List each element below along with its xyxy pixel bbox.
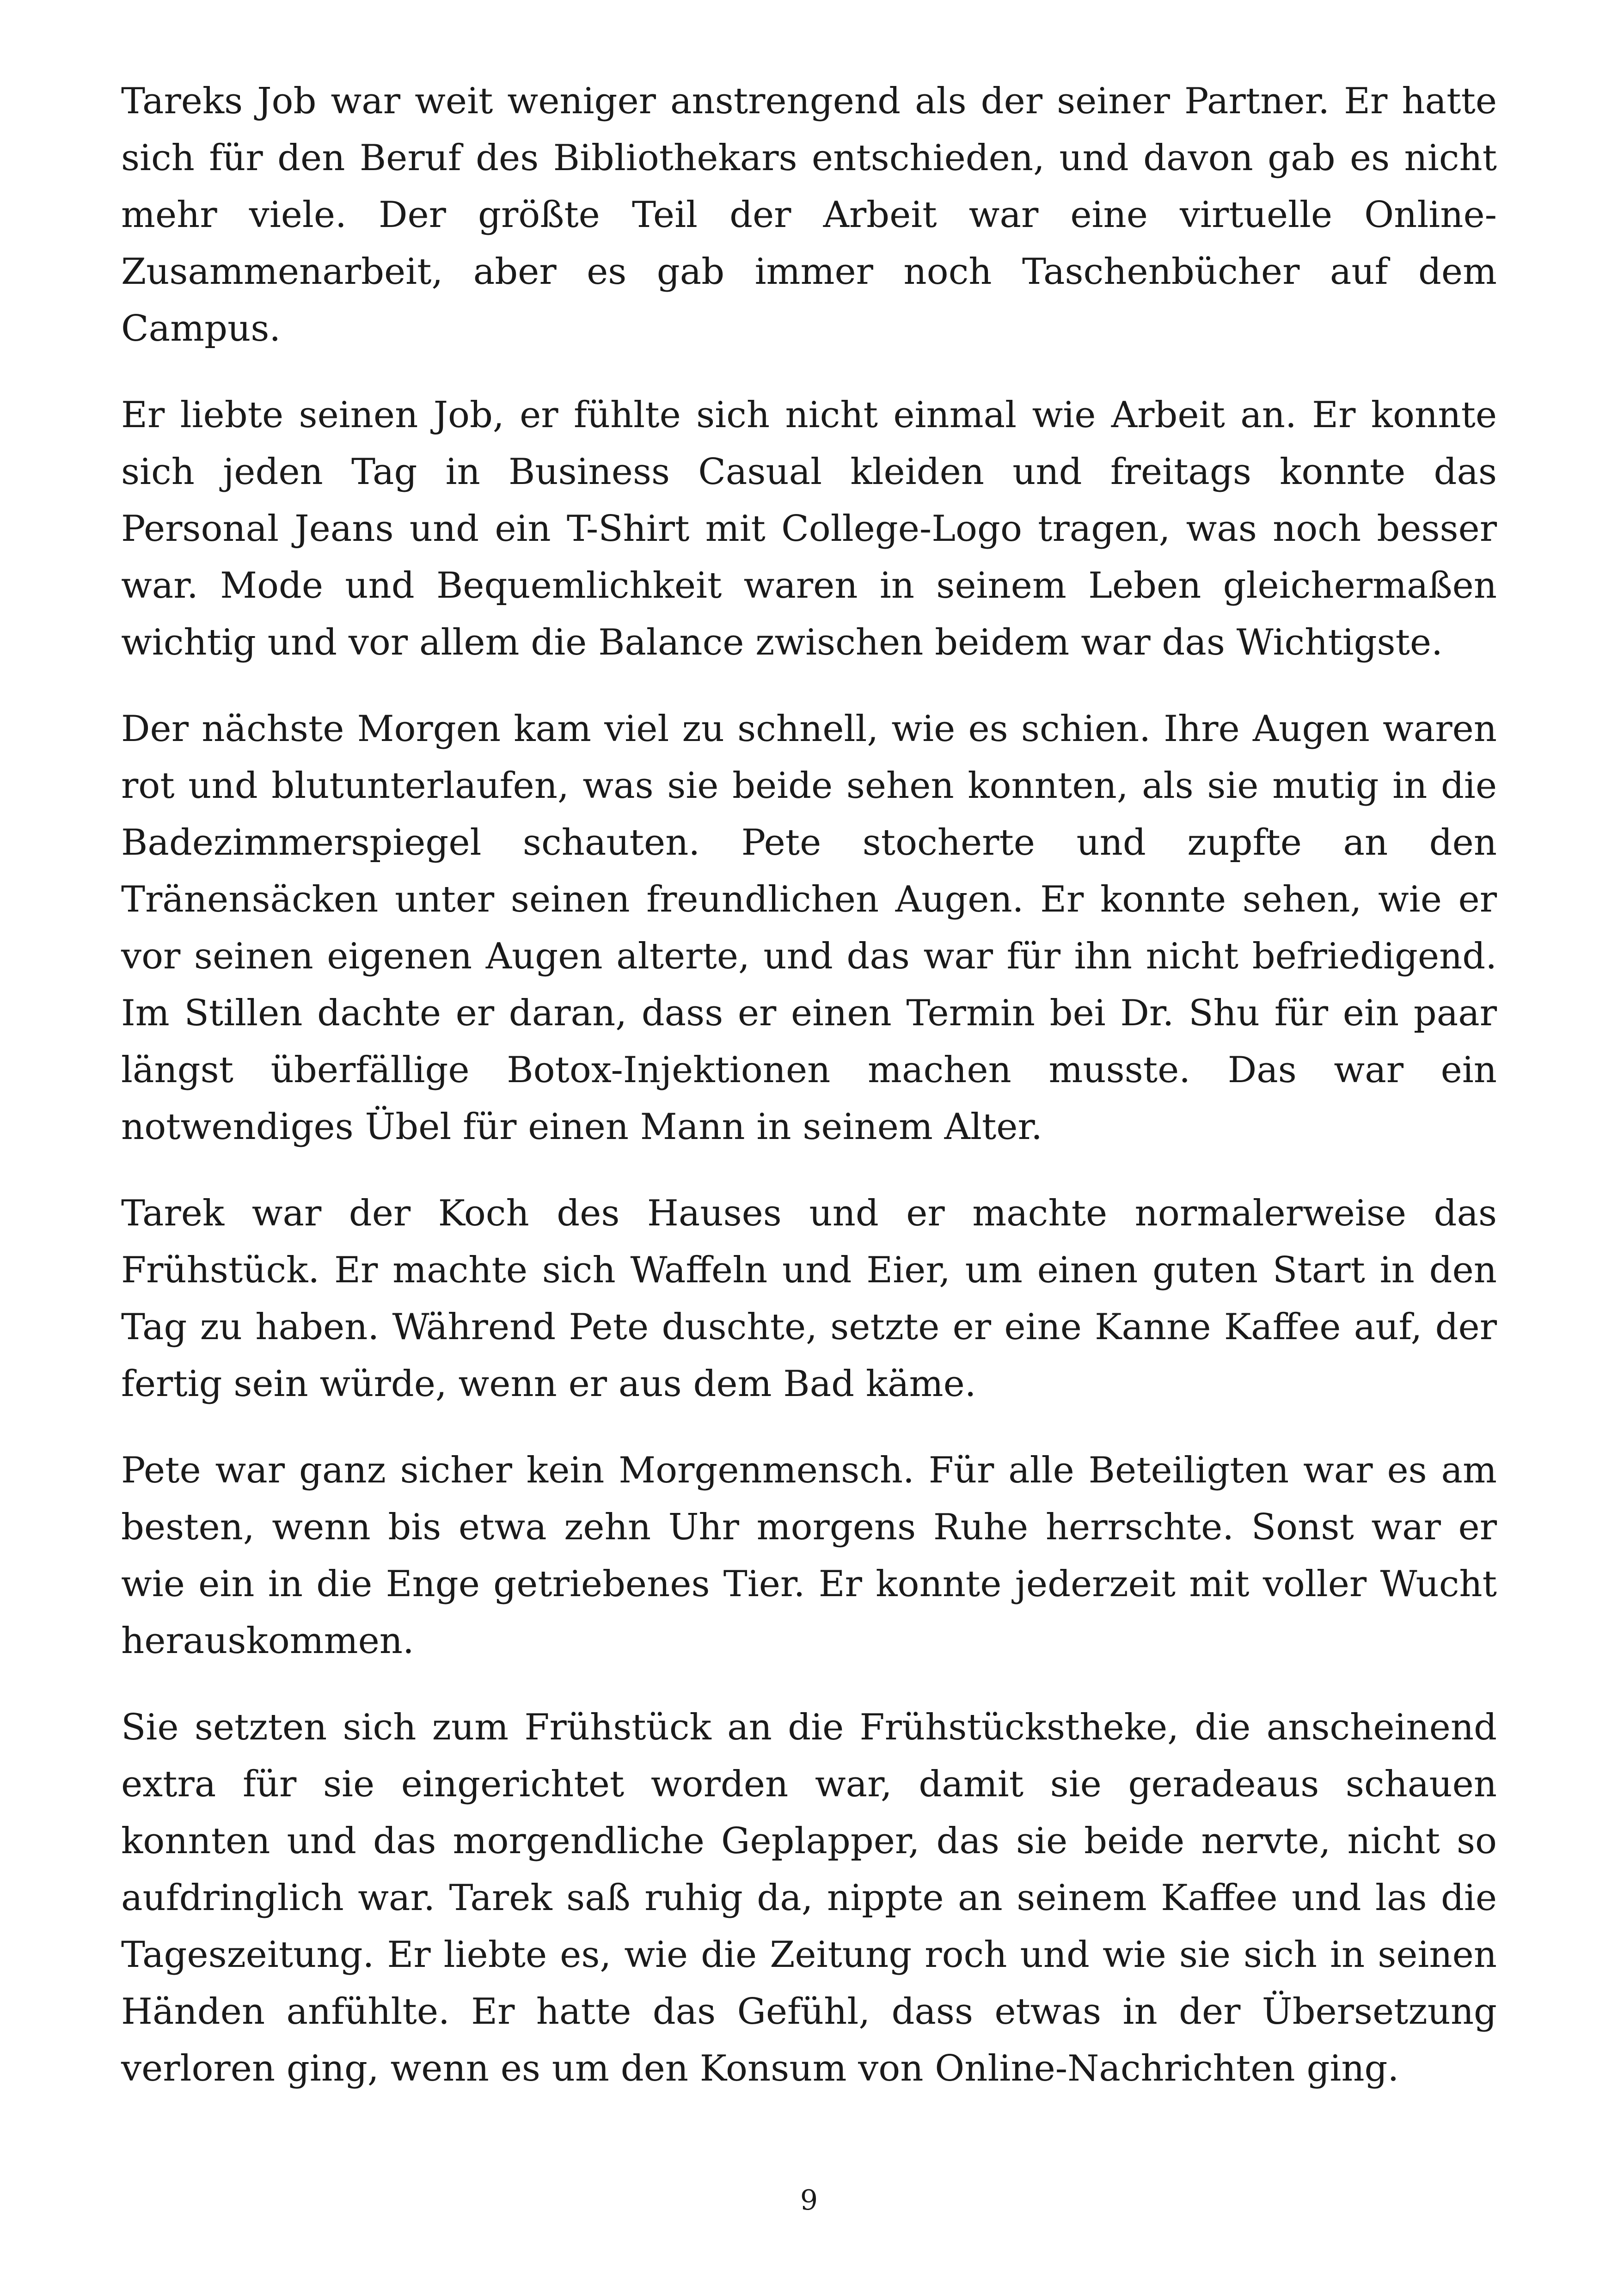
paragraph-3: Der nächste Morgen kam viel zu schnell, wie es schien. Ihre Augen waren rot und blutunterlaufen, was sie beide sehen konnten, als sie mutig in die Badezimmerspiegel schauten. Pete stocherte und zupfte an den Tränensäcken unter seinen freundlichen Augen. Er konnte sehen, wie er vor seinen eigenen Augen alterte, und das war für ihn nicht befriedigend. Im Stillen dachte er daran, dass er einen Termin bei Dr. Shu für ein paar längst überfällige Botox-Injektionen machen musste. Das war ein notwendiges Übel für einen Mann in seinem Alter.: [121, 708, 1497, 1148]
page-number: 9: [800, 2184, 818, 2216]
paragraph-6: Sie setzten sich zum Frühstück an die Frühstückstheke, die anscheinend extra für sie eingerichtet worden war, damit sie geradeaus schauen konnten und das morgendliche Geplapper, das sie beide nervte, nicht so aufdringlich war. Tarek saß ruhig da, nippte an seinem Kaffee und las die Tageszeitung. Er liebte es, wie die Zeitung roch und wie sie sich in seinen Händen anfühlte. Er hatte das Gefühl, dass etwas in der Übersetzung verloren ging, wenn es um den Konsum von Online-Nachrichten ging.: [121, 1707, 1497, 2089]
paragraph-4: Tarek war der Koch des Hauses und er machte normalerweise das Frühstück. Er machte sich Waffeln und Eier, um einen guten Start in den Tag zu haben. Während Pete duschte, setzte er eine Kanne Kaffee auf, der fertig sein würde, wenn er aus dem Bad käme.: [121, 1193, 1497, 1405]
page-body: [121, 73, 1497, 2127]
paragraph-1: Tareks Job war weit weniger anstrengend als der seiner Partner. Er hatte sich für den Beruf des Bibliothekars entschieden, und davon gab es nicht mehr viele. Der größte Teil der Arbeit war eine virtuelle Online-Zusammenarbeit, aber es gab immer noch Taschenbücher auf dem Campus.: [121, 80, 1497, 349]
paragraph-2: Er liebte seinen Job, er fühlte sich nicht einmal wie Arbeit an. Er konnte sich jeden Tag in Business Casual kleiden und freitags konnte das Personal Jeans und ein T-Shirt mit College-Logo tragen, was noch besser war. Mode und Bequemlichkeit waren in seinem Leben gleichermaßen wichtig und vor allem die Balance zwischen beidem war das Wichtigste.: [121, 394, 1497, 663]
paragraph-5: Pete war ganz sicher kein Morgenmensch. Für alle Beteiligten war es am besten, wenn bis etwa zehn Uhr morgens Ruhe herrschte. Sonst war er wie ein in die Enge getriebenes Tier. Er konnte jederzeit mit voller Wucht herauskommen.: [121, 1450, 1497, 1662]
